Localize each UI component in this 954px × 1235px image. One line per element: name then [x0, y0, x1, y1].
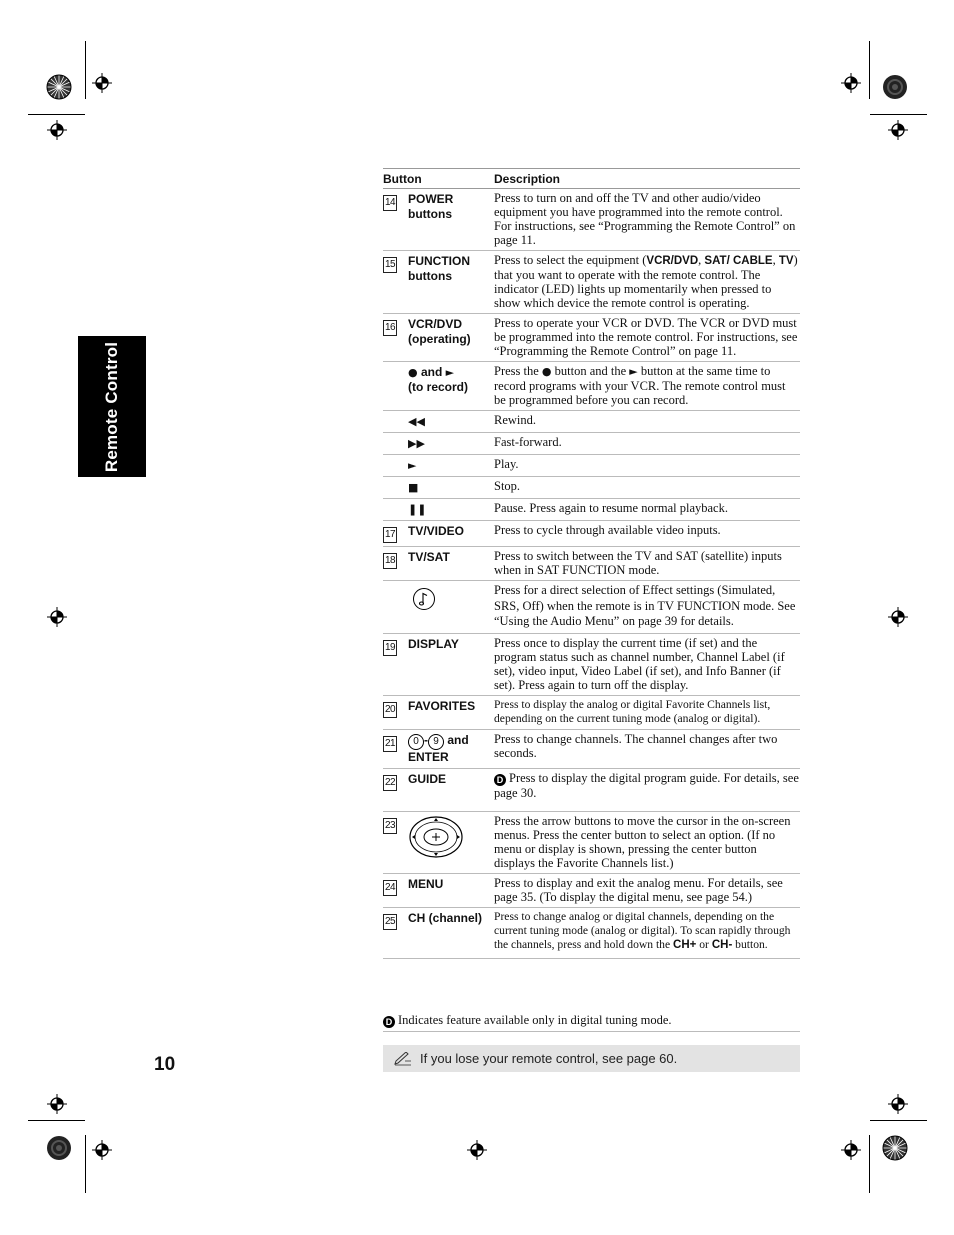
button-description: Rewind. [494, 413, 537, 427]
item-number: 22 [383, 775, 397, 791]
registration-mark-icon [841, 1140, 861, 1160]
registration-mark-icon [92, 1140, 112, 1160]
item-number: 24 [383, 880, 397, 896]
button-name: TV/SAT [408, 550, 450, 564]
button-name: TV/VIDEO [408, 524, 465, 538]
button-description: Press to change analog or digital channels, depending on the current tuning mode (analog or digital). To scan rapidly through the channels, press and hold down the CH+ or CH- button. [494, 909, 791, 951]
record-icon: ● [408, 366, 418, 379]
table-row [383, 580, 800, 634]
button-description: Stop. [494, 479, 521, 493]
registration-mark-icon [47, 1094, 67, 1114]
table-row [383, 189, 800, 251]
footnote [383, 1012, 800, 1032]
play-icon: ► [445, 366, 455, 379]
digital-badge-icon: D [383, 1016, 395, 1028]
crop-line [870, 114, 927, 115]
button-name: ● and ► (to record) [408, 365, 468, 394]
table-row [383, 433, 800, 455]
tip-note [383, 1045, 800, 1072]
crop-line [870, 1120, 927, 1121]
table-row [383, 411, 800, 433]
button-description: Press for a direct selection of Effect settings (Simulated, SRS, Off) when the remote is in TV FUNCTION mode. See “Using the Audio Menu” on page 39 for details. [494, 583, 796, 628]
table-row [383, 251, 800, 314]
pencil-note-icon [394, 1052, 412, 1066]
tip-note-text: If you lose your remote control, see page 60. [420, 1051, 678, 1066]
button-name: POWER buttons [408, 192, 454, 221]
record-icon: ● [541, 365, 552, 378]
registration-mark-icon [888, 120, 908, 140]
button-description: D Press to display the digital program guide. For details, see page 30. [494, 770, 799, 800]
stop-icon: ■ [408, 481, 419, 494]
column-header-button: Button [383, 171, 422, 186]
registration-mark-icon [47, 120, 67, 140]
table-row [383, 477, 800, 499]
item-number: 18 [383, 553, 397, 569]
table-row [383, 634, 800, 696]
music-note-icon [412, 587, 436, 611]
button-description: Press to switch between the TV and SAT (satellite) inputs when in SAT FUNCTION mode. [494, 549, 782, 577]
color-bar-rosette-icon [46, 74, 72, 100]
crop-line [85, 1135, 86, 1193]
color-bar-rosette-icon [46, 1135, 72, 1161]
item-number: 14 [383, 195, 397, 211]
item-number: 15 [383, 257, 397, 273]
table-row [383, 521, 800, 547]
footnote-text: Indicates feature available only in digital tuning mode. [398, 1013, 672, 1027]
table-row [383, 362, 800, 411]
registration-mark-icon [92, 73, 112, 93]
item-number: 16 [383, 320, 397, 336]
crop-line [28, 114, 85, 115]
button-name: VCR/DVD (operating) [408, 317, 471, 346]
item-number: 25 [383, 914, 397, 930]
crop-line [28, 1120, 85, 1121]
table-row [383, 730, 800, 769]
table-row [383, 499, 800, 521]
button-description: Press to select the equipment (VCR/DVD, SAT/ CABLE, TV) that you want to operate with the remote control. The indicator (LED) lights up momentarily when pressed to show which device the remote control is operating. [494, 253, 798, 310]
section-tab [78, 336, 146, 477]
button-name: FAVORITES [408, 698, 476, 713]
button-description: Press to display and exit the analog menu. For details, see page 35. (To display the digital menu, see page 54.) [494, 875, 783, 904]
button-description: Press the arrow buttons to move the cursor in the on-screen menus. Press the center button to select an option. (If no menu or display is shown, pressing the center button displays the Favorite Channels list.) [494, 813, 791, 870]
crop-line [869, 1135, 870, 1193]
fast-forward-icon: ▶▶ [408, 437, 425, 450]
play-icon: ► [629, 365, 638, 378]
button-description: Press to turn on and off the TV and other audio/video equipment you have programmed into the remote control. For instructions, see “Programming the Remote Control” on page 11. [494, 191, 796, 247]
pause-icon: ❚❚ [408, 503, 427, 516]
button-description: Press once to display the current time (if set) and the program status such as channel number, Channel Label (if set), video input, Video Label (if set), and Info Banner (if set). Press again to turn off the display. [494, 635, 785, 692]
crop-line [85, 41, 86, 99]
crop-line [869, 41, 870, 99]
button-description: Play. [494, 457, 519, 471]
page-number: 10 [154, 1054, 176, 1075]
button-description: Pause. Press again to resume normal playback. [494, 501, 728, 515]
table-header [383, 168, 800, 189]
button-description: Press the ● button and the ► button at the same time to record programs with your VCR. The remote control must be programmed before you can record. [494, 364, 786, 407]
digital-badge-icon: D [494, 774, 506, 786]
button-name: FUNCTION buttons [408, 254, 470, 283]
button-name: CH (channel) [408, 910, 483, 925]
color-bar-rosette-icon [882, 74, 908, 100]
table-row [383, 874, 800, 908]
registration-mark-icon [888, 1094, 908, 1114]
button-description: Fast-forward. [494, 435, 562, 449]
directional-pad-icon [408, 815, 464, 859]
table-row [383, 547, 800, 580]
table-row [383, 812, 800, 874]
item-number: 17 [383, 527, 397, 543]
item-number: 19 [383, 640, 397, 656]
button-name: 0 - 9 and ENTER [408, 732, 469, 764]
digit-0-button-icon: 0 [408, 734, 424, 750]
button-description-table [383, 168, 800, 959]
table-row [383, 314, 800, 362]
registration-mark-icon [888, 607, 908, 627]
button-description: Press to operate your VCR or DVD. The VCR or DVD must be programmed into the remote control. For instructions, see “Programming the Remote Control” on page 11. [494, 316, 798, 358]
play-icon: ► [408, 459, 417, 472]
table-row [383, 455, 800, 477]
table-row [383, 908, 800, 959]
registration-mark-icon [841, 73, 861, 93]
button-description: Press to change channels. The channel changes after two seconds. [494, 731, 778, 760]
registration-mark-icon [47, 607, 67, 627]
rewind-icon: ◀◀ [408, 415, 425, 428]
table-row [383, 696, 800, 730]
button-name: DISPLAY [408, 636, 459, 651]
button-name: GUIDE [408, 771, 447, 786]
table-row [383, 769, 800, 812]
column-header-description: Description [494, 171, 561, 186]
button-description: Press to display the analog or digital Favorite Channels list, depending on the current tuning mode (analog or digital). [494, 697, 771, 725]
registration-mark-icon [467, 1140, 487, 1160]
button-description: Press to cycle through available video inputs. [494, 523, 721, 537]
digit-9-button-icon: 9 [428, 734, 444, 750]
color-bar-rosette-icon [882, 1135, 908, 1161]
item-number: 21 [383, 736, 397, 752]
item-number: 20 [383, 702, 397, 718]
button-name: MENU [408, 876, 444, 891]
item-number: 23 [383, 818, 397, 834]
section-tab-label: Remote Control [102, 341, 121, 472]
